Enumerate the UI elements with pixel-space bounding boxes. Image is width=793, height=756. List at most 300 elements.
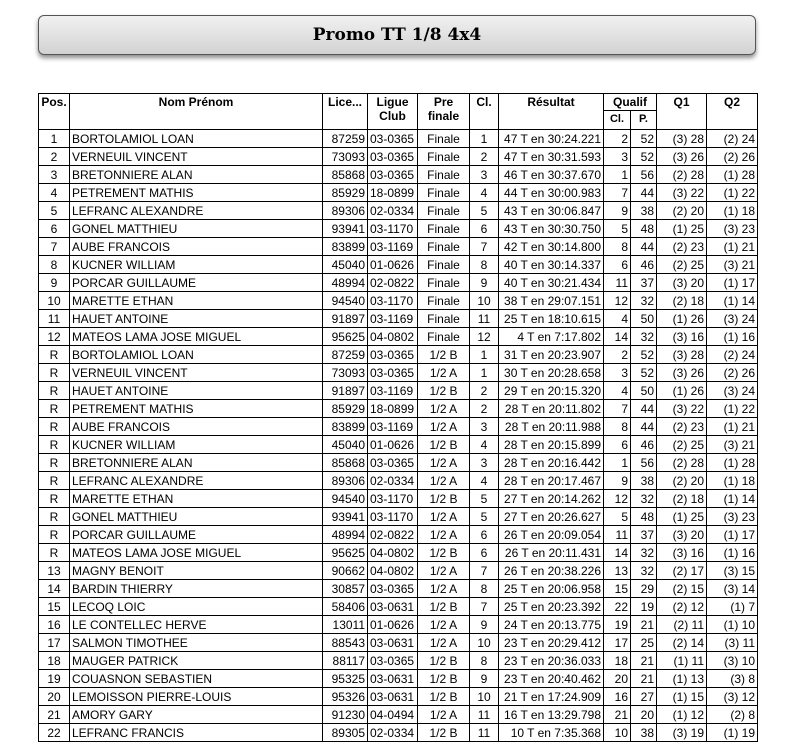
cell-pos: 13: [39, 562, 70, 580]
cell-name: BORTOLAMIOL LOAN: [70, 130, 323, 148]
cell-licence: 85868: [323, 454, 368, 472]
cell-cl: 8: [470, 256, 499, 274]
cell-q1: (1) 25: [657, 220, 707, 238]
cell-q1: (2) 18: [657, 292, 707, 310]
cell-cl: 2: [470, 400, 499, 418]
cell-qualif-p: 21: [631, 616, 657, 634]
table-row[interactable]: [39, 526, 758, 544]
cell-q2: (2) 24: [707, 130, 758, 148]
table-row[interactable]: [39, 418, 758, 436]
cell-cl: 9: [470, 670, 499, 688]
cell-q2: (3) 24: [707, 382, 758, 400]
cell-name: AUBE FRANCOIS: [70, 238, 323, 256]
cell-qualif-cl: 16: [604, 688, 631, 706]
cell-q1: (3) 26: [657, 364, 707, 382]
cell-name: KUCNER WILLIAM: [70, 256, 323, 274]
cell-licence: 45040: [323, 256, 368, 274]
cell-cl: 8: [470, 580, 499, 598]
cell-pos: 21: [39, 706, 70, 724]
cell-cl: 2: [470, 148, 499, 166]
cell-q2: (1) 16: [707, 328, 758, 346]
cell-q2: (1) 21: [707, 238, 758, 256]
header-resultat[interactable]: Résultat: [499, 94, 604, 130]
cell-licence: 30857: [323, 580, 368, 598]
header-qualif[interactable]: Qualif: [604, 94, 657, 111]
cell-q1: (2) 15: [657, 580, 707, 598]
cell-q2: (2) 24: [707, 346, 758, 364]
cell-resultat: 42 T en 30:14.800: [499, 238, 604, 256]
cell-cl: 3: [470, 454, 499, 472]
cell-resultat: 40 T en 30:14.337: [499, 256, 604, 274]
cell-qualif-p: 56: [631, 166, 657, 184]
table-row[interactable]: [39, 544, 758, 562]
cell-ligue-club: 04-0802: [368, 328, 418, 346]
cell-ligue-club: 03-0631: [368, 634, 418, 652]
cell-qualif-p: 50: [631, 382, 657, 400]
table-row[interactable]: [39, 202, 758, 220]
cell-qualif-p: 29: [631, 580, 657, 598]
cell-qualif-cl: 12: [604, 292, 631, 310]
cell-name: HAUET ANTOINE: [70, 310, 323, 328]
cell-qualif-p: 48: [631, 508, 657, 526]
cell-licence: 94540: [323, 292, 368, 310]
cell-q1: (2) 28: [657, 454, 707, 472]
cell-resultat: 26 T en 20:38.226: [499, 562, 604, 580]
cell-name: PETREMENT MATHIS: [70, 400, 323, 418]
cell-pos: 1: [39, 130, 70, 148]
cell-q1: (1) 12: [657, 706, 707, 724]
cell-pre-finale: 1/2 B: [418, 544, 470, 562]
cell-q2: (1) 28: [707, 166, 758, 184]
cell-pos: R: [39, 490, 70, 508]
cell-qualif-p: 46: [631, 436, 657, 454]
cell-q1: (3) 26: [657, 148, 707, 166]
cell-cl: 7: [470, 562, 499, 580]
cell-licence: 91897: [323, 382, 368, 400]
cell-pre-finale: Finale: [418, 166, 470, 184]
cell-qualif-cl: 11: [604, 526, 631, 544]
table-row[interactable]: [39, 220, 758, 238]
cell-name: BORTOLAMIOL LOAN: [70, 346, 323, 364]
table-row[interactable]: [39, 454, 758, 472]
cell-pre-finale: 1/2 A: [418, 562, 470, 580]
cell-licence: 89306: [323, 202, 368, 220]
cell-qualif-cl: 5: [604, 220, 631, 238]
cell-qualif-cl: 7: [604, 184, 631, 202]
header-q2[interactable]: Q2: [707, 94, 758, 130]
table-row[interactable]: [39, 472, 758, 490]
cell-name: LEFRANC FRANCIS: [70, 724, 323, 742]
table-row[interactable]: [39, 562, 758, 580]
cell-resultat: 27 T en 20:14.262: [499, 490, 604, 508]
cell-pos: 2: [39, 148, 70, 166]
cell-qualif-p: 37: [631, 526, 657, 544]
cell-q2: (3) 24: [707, 310, 758, 328]
cell-name: PORCAR GUILLAUME: [70, 274, 323, 292]
cell-pre-finale: Finale: [418, 184, 470, 202]
cell-cl: 10: [470, 688, 499, 706]
cell-q2: (1) 18: [707, 472, 758, 490]
cell-ligue-club: 02-0334: [368, 472, 418, 490]
cell-licence: 85929: [323, 184, 368, 202]
cell-resultat: 29 T en 20:15.320: [499, 382, 604, 400]
cell-q2: (1) 16: [707, 544, 758, 562]
table-row[interactable]: [39, 688, 758, 706]
cell-q1: (2) 11: [657, 616, 707, 634]
table-row[interactable]: [39, 670, 758, 688]
cell-q1: (2) 25: [657, 436, 707, 454]
cell-resultat: 31 T en 20:23.907: [499, 346, 604, 364]
cell-qualif-cl: 1: [604, 454, 631, 472]
table-row[interactable]: [39, 184, 758, 202]
cell-resultat: 28 T en 20:17.467: [499, 472, 604, 490]
cell-pos: R: [39, 526, 70, 544]
cell-name: GONEL MATTHIEU: [70, 508, 323, 526]
table-row[interactable]: [39, 508, 758, 526]
table-row[interactable]: [39, 148, 758, 166]
table-row[interactable]: [39, 400, 758, 418]
table-row[interactable]: [39, 616, 758, 634]
cell-resultat: 40 T en 30:21.434: [499, 274, 604, 292]
cell-cl: 8: [470, 652, 499, 670]
cell-q2: (1) 22: [707, 400, 758, 418]
cell-resultat: 28 T en 20:11.802: [499, 400, 604, 418]
cell-resultat: 28 T en 20:11.988: [499, 418, 604, 436]
cell-name: BRETONNIERE ALAN: [70, 454, 323, 472]
cell-resultat: 47 T en 30:24.221: [499, 130, 604, 148]
cell-pre-finale: 1/2 B: [418, 382, 470, 400]
cell-name: VERNEUIL VINCENT: [70, 148, 323, 166]
cell-pos: R: [39, 454, 70, 472]
cell-ligue-club: 03-0365: [368, 454, 418, 472]
cell-q2: (1) 7: [707, 598, 758, 616]
cell-name: LEFRANC ALEXANDRE: [70, 472, 323, 490]
cell-name: LE CONTELLEC HERVE: [70, 616, 323, 634]
cell-qualif-cl: 6: [604, 256, 631, 274]
cell-q2: (1) 10: [707, 616, 758, 634]
cell-pre-finale: 1/2 A: [418, 508, 470, 526]
cell-resultat: 43 T en 30:30.750: [499, 220, 604, 238]
cell-q1: (2) 17: [657, 562, 707, 580]
cell-licence: 87259: [323, 346, 368, 364]
cell-resultat: 24 T en 20:13.775: [499, 616, 604, 634]
cell-q2: (1) 14: [707, 490, 758, 508]
header-pre-finale[interactable]: Pre finale: [418, 94, 470, 130]
cell-q1: (3) 22: [657, 184, 707, 202]
table-row[interactable]: [39, 634, 758, 652]
cell-pos: 3: [39, 166, 70, 184]
cell-name: MARETTE ETHAN: [70, 292, 323, 310]
cell-pos: 19: [39, 670, 70, 688]
cell-name: VERNEUIL VINCENT: [70, 364, 323, 382]
cell-pos: R: [39, 436, 70, 454]
cell-name: MAGNY BENOIT: [70, 562, 323, 580]
cell-name: COUASNON SEBASTIEN: [70, 670, 323, 688]
cell-name: KUCNER WILLIAM: [70, 436, 323, 454]
cell-name: LECOQ LOIC: [70, 598, 323, 616]
cell-name: PETREMENT MATHIS: [70, 184, 323, 202]
cell-resultat: 46 T en 30:37.670: [499, 166, 604, 184]
cell-q2: (3) 8: [707, 670, 758, 688]
cell-q2: (1) 21: [707, 418, 758, 436]
cell-pos: R: [39, 544, 70, 562]
cell-qualif-cl: 14: [604, 328, 631, 346]
cell-q2: (3) 23: [707, 508, 758, 526]
cell-ligue-club: 03-1169: [368, 418, 418, 436]
cell-qualif-p: 52: [631, 346, 657, 364]
cell-qualif-cl: 18: [604, 652, 631, 670]
cell-licence: 88117: [323, 652, 368, 670]
cell-ligue-club: 01-0626: [368, 616, 418, 634]
table-row[interactable]: [39, 724, 758, 742]
header-nom[interactable]: Nom Prénom: [70, 94, 323, 130]
table-row[interactable]: [39, 256, 758, 274]
cell-name: LEMOISSON PIERRE-LOUIS: [70, 688, 323, 706]
cell-cl: 3: [470, 166, 499, 184]
cell-resultat: 28 T en 20:16.442: [499, 454, 604, 472]
cell-pos: 20: [39, 688, 70, 706]
header-qualif-p[interactable]: P.: [631, 111, 657, 130]
table-row[interactable]: [39, 166, 758, 184]
cell-cl: 5: [470, 202, 499, 220]
cell-pos: 5: [39, 202, 70, 220]
cell-q1: (1) 13: [657, 670, 707, 688]
cell-licence: 89305: [323, 724, 368, 742]
cell-pre-finale: 1/2 A: [418, 454, 470, 472]
table-row[interactable]: [39, 382, 758, 400]
table-row[interactable]: [39, 346, 758, 364]
table-row[interactable]: [39, 238, 758, 256]
cell-licence: 48994: [323, 526, 368, 544]
cell-pre-finale: 1/2 A: [418, 526, 470, 544]
cell-resultat: 25 T en 20:06.958: [499, 580, 604, 598]
cell-q1: (1) 26: [657, 382, 707, 400]
cell-name: MARETTE ETHAN: [70, 490, 323, 508]
table-row[interactable]: [39, 130, 758, 148]
cell-resultat: 23 T en 20:29.412: [499, 634, 604, 652]
cell-qualif-p: 52: [631, 130, 657, 148]
cell-licence: 85868: [323, 166, 368, 184]
cell-qualif-p: 32: [631, 544, 657, 562]
cell-pre-finale: 1/2 B: [418, 436, 470, 454]
cell-resultat: 28 T en 20:15.899: [499, 436, 604, 454]
cell-ligue-club: 03-1169: [368, 238, 418, 256]
cell-q1: (2) 23: [657, 418, 707, 436]
cell-cl: 6: [470, 220, 499, 238]
cell-q1: (2) 20: [657, 202, 707, 220]
cell-ligue-club: 02-0334: [368, 202, 418, 220]
results-table: [38, 93, 758, 742]
cell-q2: (1) 14: [707, 292, 758, 310]
cell-qualif-p: 21: [631, 652, 657, 670]
cell-qualif-cl: 21: [604, 706, 631, 724]
cell-cl: 1: [470, 130, 499, 148]
cell-pre-finale: 1/2 B: [418, 724, 470, 742]
cell-name: SALMON TIMOTHEE: [70, 634, 323, 652]
cell-q1: (1) 15: [657, 688, 707, 706]
cell-resultat: 23 T en 20:36.033: [499, 652, 604, 670]
cell-q1: (3) 16: [657, 544, 707, 562]
cell-q2: (3) 12: [707, 688, 758, 706]
table-row[interactable]: [39, 328, 758, 346]
cell-cl: 2: [470, 382, 499, 400]
cell-ligue-club: 03-0365: [368, 580, 418, 598]
cell-pos: 9: [39, 274, 70, 292]
cell-qualif-p: 32: [631, 490, 657, 508]
cell-resultat: 10 T en 7:35.368: [499, 724, 604, 742]
cell-licence: 87259: [323, 130, 368, 148]
cell-ligue-club: 03-1169: [368, 382, 418, 400]
cell-resultat: 21 T en 17:24.909: [499, 688, 604, 706]
table-row[interactable]: [39, 436, 758, 454]
cell-ligue-club: 03-0365: [368, 364, 418, 382]
cell-ligue-club: 03-0365: [368, 130, 418, 148]
cell-pre-finale: 1/2 B: [418, 598, 470, 616]
page-title-bar: [38, 15, 756, 55]
header-cl[interactable]: Cl.: [470, 94, 499, 130]
cell-ligue-club: 03-1170: [368, 220, 418, 238]
cell-qualif-cl: 2: [604, 130, 631, 148]
cell-licence: 90662: [323, 562, 368, 580]
cell-resultat: 16 T en 13:29.798: [499, 706, 604, 724]
cell-qualif-p: 48: [631, 220, 657, 238]
cell-licence: 73093: [323, 364, 368, 382]
cell-q2: (1) 17: [707, 526, 758, 544]
cell-licence: 88543: [323, 634, 368, 652]
cell-qualif-p: 52: [631, 364, 657, 382]
cell-q1: (2) 14: [657, 634, 707, 652]
cell-pos: 10: [39, 292, 70, 310]
cell-cl: 4: [470, 436, 499, 454]
cell-ligue-club: 03-0631: [368, 598, 418, 616]
cell-pre-finale: 1/2 B: [418, 652, 470, 670]
table-row[interactable]: [39, 310, 758, 328]
cell-pre-finale: Finale: [418, 274, 470, 292]
cell-pos: 18: [39, 652, 70, 670]
table-row[interactable]: [39, 490, 758, 508]
cell-cl: 3: [470, 418, 499, 436]
cell-pre-finale: 1/2 B: [418, 490, 470, 508]
cell-licence: 94540: [323, 490, 368, 508]
cell-pre-finale: 1/2 A: [418, 472, 470, 490]
cell-pos: R: [39, 346, 70, 364]
cell-ligue-club: 03-0365: [368, 652, 418, 670]
cell-licence: 58406: [323, 598, 368, 616]
cell-pos: 12: [39, 328, 70, 346]
cell-q2: (3) 15: [707, 562, 758, 580]
cell-name: HAUET ANTOINE: [70, 382, 323, 400]
cell-pre-finale: 1/2 A: [418, 706, 470, 724]
cell-qualif-cl: 15: [604, 580, 631, 598]
cell-ligue-club: 03-0631: [368, 670, 418, 688]
cell-qualif-cl: 13: [604, 562, 631, 580]
cell-pre-finale: 1/2 B: [418, 346, 470, 364]
cell-ligue-club: 02-0822: [368, 526, 418, 544]
cell-licence: 95325: [323, 670, 368, 688]
cell-qualif-cl: 5: [604, 508, 631, 526]
cell-pos: 22: [39, 724, 70, 742]
table-row[interactable]: [39, 364, 758, 382]
cell-pre-finale: Finale: [418, 202, 470, 220]
cell-pre-finale: 1/2 B: [418, 670, 470, 688]
cell-qualif-p: 27: [631, 688, 657, 706]
cell-qualif-p: 50: [631, 310, 657, 328]
cell-qualif-cl: 8: [604, 418, 631, 436]
cell-name: LEFRANC ALEXANDRE: [70, 202, 323, 220]
cell-qualif-p: 44: [631, 400, 657, 418]
cell-licence: 48994: [323, 274, 368, 292]
cell-qualif-cl: 3: [604, 364, 631, 382]
cell-qualif-p: 56: [631, 454, 657, 472]
cell-ligue-club: 03-1170: [368, 490, 418, 508]
cell-qualif-p: 38: [631, 724, 657, 742]
cell-cl: 5: [470, 508, 499, 526]
table-row[interactable]: [39, 598, 758, 616]
cell-resultat: 30 T en 20:28.658: [499, 364, 604, 382]
cell-ligue-club: 03-0365: [368, 346, 418, 364]
cell-pre-finale: Finale: [418, 310, 470, 328]
cell-qualif-cl: 6: [604, 436, 631, 454]
cell-name: MAUGER PATRICK: [70, 652, 323, 670]
cell-licence: 83899: [323, 238, 368, 256]
cell-qualif-p: 32: [631, 562, 657, 580]
cell-qualif-p: 46: [631, 256, 657, 274]
cell-pre-finale: 1/2 A: [418, 580, 470, 598]
cell-pre-finale: Finale: [418, 130, 470, 148]
table-row[interactable]: [39, 706, 758, 724]
header-ligue[interactable]: Ligue Club: [368, 94, 418, 130]
cell-pre-finale: 1/2 A: [418, 634, 470, 652]
header-qualif-cl[interactable]: Cl.: [604, 111, 631, 130]
cell-ligue-club: 18-0899: [368, 400, 418, 418]
cell-licence: 93941: [323, 508, 368, 526]
header-pos[interactable]: Pos.: [39, 94, 70, 130]
cell-cl: 10: [470, 634, 499, 652]
cell-q1: (3) 19: [657, 724, 707, 742]
table-row[interactable]: [39, 580, 758, 598]
header-q1[interactable]: Q1: [657, 94, 707, 130]
cell-qualif-cl: 22: [604, 598, 631, 616]
cell-cl: 1: [470, 346, 499, 364]
header-licence[interactable]: Lice...: [323, 94, 368, 130]
cell-cl: 6: [470, 526, 499, 544]
cell-pos: R: [39, 364, 70, 382]
table-row[interactable]: [39, 292, 758, 310]
cell-ligue-club: 18-0899: [368, 184, 418, 202]
cell-q1: (1) 25: [657, 508, 707, 526]
cell-pre-finale: Finale: [418, 292, 470, 310]
cell-qualif-p: 38: [631, 202, 657, 220]
cell-q1: (2) 12: [657, 598, 707, 616]
cell-q2: (2) 8: [707, 706, 758, 724]
cell-ligue-club: 02-0334: [368, 724, 418, 742]
cell-resultat: 26 T en 20:11.431: [499, 544, 604, 562]
cell-cl: 7: [470, 238, 499, 256]
cell-cl: 4: [470, 472, 499, 490]
cell-cl: 10: [470, 292, 499, 310]
cell-licence: 13011: [323, 616, 368, 634]
cell-pos: 14: [39, 580, 70, 598]
table-row[interactable]: [39, 652, 758, 670]
cell-ligue-club: 01-0626: [368, 256, 418, 274]
cell-cl: 9: [470, 274, 499, 292]
cell-q1: (3) 22: [657, 400, 707, 418]
cell-cl: 11: [470, 724, 499, 742]
cell-resultat: 4 T en 7:17.802: [499, 328, 604, 346]
cell-qualif-p: 21: [631, 670, 657, 688]
table-row[interactable]: [39, 274, 758, 292]
cell-ligue-club: 01-0626: [368, 436, 418, 454]
